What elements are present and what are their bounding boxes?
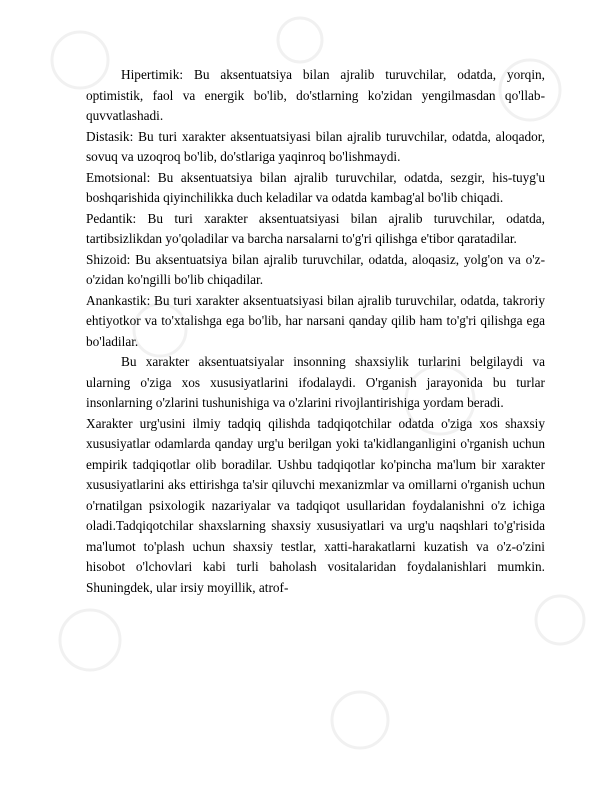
- paragraph-anankastik: Anankastik: Bu turi xarakter aksentuatsiyasi bilan ajralib turuvchilar, odatda, takroriy ehtiyotkor va to'xtalishga ega bo'lib, har narsani qanday qilib ham to'g'ri qilishga ega bo'ladilar.: [86, 292, 545, 349]
- paragraph-hipertimik: Hipertimik: Bu aksentuatsiya bilan ajralib turuvchilar, odatda, yorqin, optimistik, faol va energik bo'lib, do'stlarning ko'zidan yengilmasdan qo'llab-quvvatlashadi.: [86, 67, 545, 123]
- paragraph-shizoid: Shizoid: Bu aksentuatsiya bilan ajralib turuvchilar, odatda, aloqasiz, yolg'on va o'z-o'zidan ko'ngilli bo'lib chiqadilar.: [86, 251, 545, 287]
- paragraph-summary: Bu xarakter aksentuatsiyalar insonning shaxsiylik turlarini belgilaydi va ularning o'ziga xos xususiyatlarini ifodalaydi. O'rganish jarayonida bu turlar insonlarning o'zlarini tushunishiga va o'zlarini rivojlantirishiga yordam beradi.: [86, 354, 545, 410]
- paragraph-emotsional: Emotsional: Bu aksentuatsiya bilan ajralib turuvchilar, odatda, sezgir, his-tuyg'u boshqarishida qiyinchilikka duch keladilar va odatda kambag'al bo'lib chiqadi.: [86, 169, 545, 205]
- paragraph-pedantik: Pedantik: Bu turi xarakter aksentuatsiyasi bilan ajralib turuvchilar, odatda, tartibsizlikdan yo'qoladilar va barcha narsalarni to'g'ri qilishga e'tibor qaratadilar.: [86, 210, 545, 246]
- paragraph-distasik: Distasik: Bu turi xarakter aksentuatsiyasi bilan ajralib turuvchilar, odatda, aloqador, sovuq va uzoqroq bo'lib, do'stlariga yaqinroq bo'lishmaydi.: [86, 128, 545, 164]
- paragraph-research: Xarakter urg'usini ilmiy tadqiq qilishda tadqiqotchilar odatda o'ziga xos shaxsiy xususiyatlar odamlarda qanday urg'u berilgan yoki ta'kidlanganligini o'rganish uchun empirik tadqiqotlar olib boradilar. Ushbu tadqiqotlar ko'pincha ma'lum bir xarakter xususiyatlarini aks ettirishga ta'sir qiluvchi mexanizmlar va omillarni o'rganish uchun o'rnatilgan psixologik nazariyalar va tadqiqot usullaridan foydalanishni o'z ichiga oladi.Tadqiqotchilar shaxslarning shaxsiy xususiyatlari va urg'u naqshlari to'g'risida ma'lumot to'plash uchun shaxsiy testlar, xatti-harakatlarni kuzatish va o'z-o'zini hisobot o'lchovlari kabi turli baholash vositalaridan foydalanishlari mumkin. Shuningdek, ular irsiy moyillik, atrof-: [86, 415, 545, 595]
- document-page: [86, 65, 545, 598]
